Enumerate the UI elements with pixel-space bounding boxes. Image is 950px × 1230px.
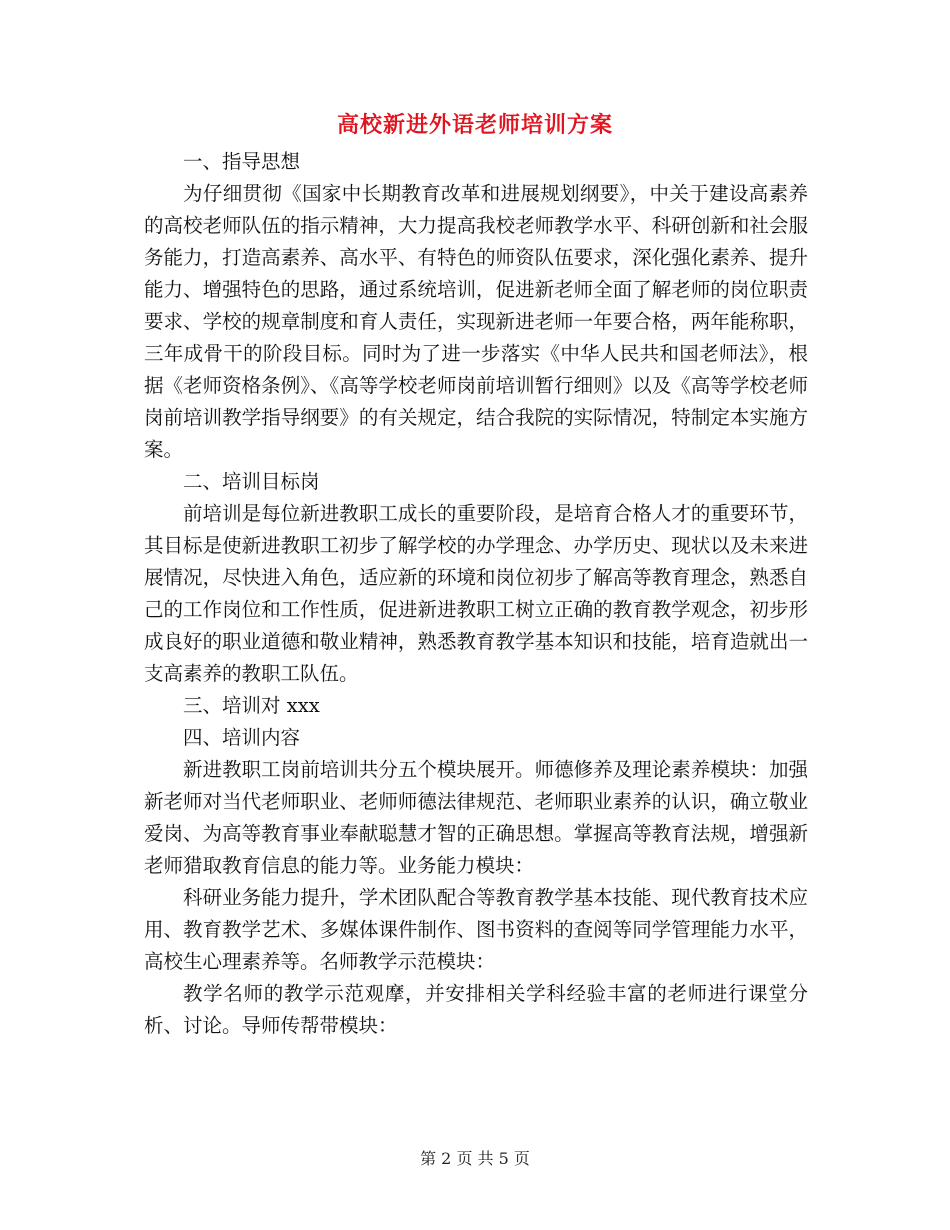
page-number-footer: 第 2 页 共 5 页 bbox=[420, 1149, 530, 1168]
section-heading-guiding-ideology: 一、指导思想 bbox=[183, 150, 301, 173]
document-title: 高校新进外语老师培训方案 bbox=[336, 112, 613, 138]
document-body bbox=[144, 146, 808, 1042]
paragraph-training-modules: 新进教职工岗前培训共分五个模块展开。师德修养及理论素养模块：加强新老师对当代老师职业、老师师德法律规范、老师职业素养的认识，确立敬业爱岗、为高等教育事业奉献聪慧才智的正确思想。掌握高等教育法规，增强新老师猎取教育信息的能力等。业务能力模块： bbox=[144, 758, 808, 877]
section-heading-training-goals: 二、培训目标岗 bbox=[183, 470, 320, 493]
paragraph-teaching-demo: 教学名师的教学示范观摩，并安排相关学科经验丰富的老师进行课堂分析、讨论。导师传帮带模块： bbox=[144, 982, 808, 1037]
paragraph-training-goals: 前培训是每位新进教职工成长的重要阶段，是培育合格人才的重要环节，其目标是使新进教职工初步了解学校的办学理念、办学历史、现状以及未来进展情况，尽快进入角色，适应新的环境和岗位初步了解高等教育理念，熟悉自己的工作岗位和工作性质，促进新进教职工树立正确的教育教学观念，初步形成良好的职业道德和敬业精神，熟悉教育教学基本知识和技能，培育造就出一支高素养的教职工队伍。 bbox=[144, 502, 808, 685]
section-heading-training-target: 三、培训对 xxx bbox=[183, 694, 320, 717]
section-heading-training-content: 四、培训内容 bbox=[183, 726, 301, 749]
paragraph-business-ability: 科研业务能力提升，学术团队配合等教育教学基本技能、现代教育技术应用、教育教学艺术、多媒体课件制作、图书资料的查阅等同学管理能力水平，高校生心理素养等。名师教学示范模块： bbox=[144, 886, 808, 973]
paragraph-guiding-ideology: 为仔细贯彻《国家中长期教育改革和进展规划纲要》，中关于建设高素养的高校老师队伍的指示精神，大力提高我校老师教学水平、科研创新和社会服务能力，打造高素养、高水平、有特色的师资队伍要求，深化强化素养、提升能力、增强特色的思路，通过系统培训，促进新老师全面了解老师的岗位职责要求、学校的规章制度和育人责任，实现新进老师一年要合格，两年能称职，三年成骨干的阶段目标。同时为了进一步落实《中华人民共和国老师法》，根据《老师资格条例》、《高等学校老师岗前培训暂行细则》以及《高等学校老师岗前培训教学指导纲要》的有关规定，结合我院的实际情况，特制定本实施方案。 bbox=[144, 182, 808, 461]
